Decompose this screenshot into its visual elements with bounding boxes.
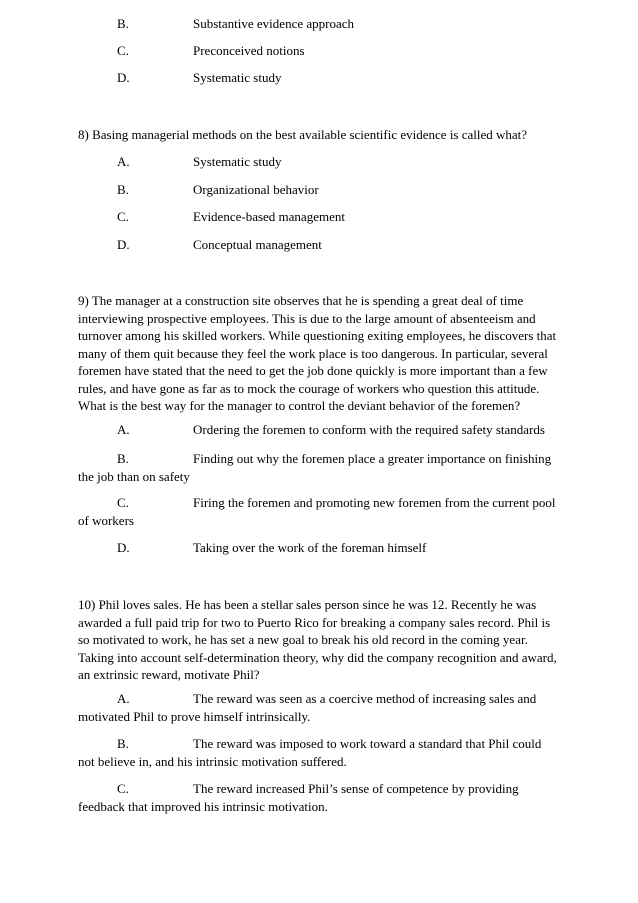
option-letter: D.	[117, 540, 130, 555]
option-d	[78, 69, 560, 87]
question-10-text: 10) Phil loves sales. He has been a stellar sales person since he was 12. Recently he was awarded a full paid trip for two to Puerto Rico for breaking a company sales record. Phil is so motivated to work, he has set a new goal to break his old record in the coming year. Taking into account self-determination theory, why did the company recognition and award, an extrinsic reward, motivate Phil?	[78, 597, 557, 682]
option-text: Evidence-based management	[193, 209, 345, 224]
option-a	[78, 153, 560, 171]
option-letter: D.	[117, 237, 130, 252]
question-8-text: 8) Basing managerial methods on the best available scientific evidence is called what?	[78, 127, 528, 142]
option-letter: D.	[117, 70, 130, 85]
option-letter: A.	[117, 691, 130, 706]
option-text: Ordering the foremen to conform with the required safety standards	[193, 422, 545, 437]
option-d	[78, 236, 560, 254]
option-a	[78, 690, 560, 725]
option-letter: C.	[117, 781, 129, 796]
option-c	[78, 494, 560, 529]
option-text: Systematic study	[193, 154, 282, 169]
option-text: The reward was imposed to work toward a standard that Phil could not believe in, and his intrinsic motivation suffered.	[78, 736, 542, 769]
option-text: Taking over the work of the foreman himself	[193, 540, 427, 555]
option-b	[78, 181, 560, 199]
option-text: Substantive evidence approach	[193, 16, 354, 31]
option-letter: A.	[117, 154, 130, 169]
option-text: Finding out why the foremen place a greater importance on finishing the job than on safety	[78, 451, 552, 484]
option-letter: C.	[117, 209, 129, 224]
question-9-text: 9) The manager at a construction site observes that he is spending a great deal of time interviewing prospective employees. This is due to the large amount of absenteeism and turnover among his skilled workers. While questioning exiting employees, he discovers that many of them quit because they feel the work place is too dangerous. In particular, several foremen have stated that the need to get the job done quickly is more important than a few rules, and have gone as far as to mock the courage of workers who question this attitude. What is the best way for the manager to control the deviant behavior of the foremen?	[78, 293, 557, 413]
option-b	[78, 450, 560, 485]
option-letter: C.	[117, 495, 129, 510]
option-text: Organizational behavior	[193, 182, 319, 197]
option-b	[78, 735, 560, 770]
option-text: The reward was seen as a coercive method of increasing sales and motivated Phil to prove himself intrinsically.	[78, 691, 537, 724]
option-letter: B.	[117, 182, 129, 197]
option-d	[78, 539, 560, 557]
option-letter: C.	[117, 43, 129, 58]
option-text: Conceptual management	[193, 237, 322, 252]
option-b	[78, 15, 560, 33]
option-a	[78, 421, 560, 439]
option-c	[78, 208, 560, 226]
option-letter: B.	[117, 736, 129, 751]
option-c	[78, 780, 560, 815]
option-c	[78, 42, 560, 60]
option-text: Systematic study	[193, 70, 282, 85]
option-text: Preconceived notions	[193, 43, 305, 58]
option-text: Firing the foremen and promoting new foremen from the current pool of workers	[78, 495, 556, 528]
option-letter: A.	[117, 422, 130, 437]
option-letter: B.	[117, 16, 129, 31]
option-text: The reward increased Phil’s sense of competence by providing feedback that improved his intrinsic motivation.	[78, 781, 519, 814]
option-letter: B.	[117, 451, 129, 466]
